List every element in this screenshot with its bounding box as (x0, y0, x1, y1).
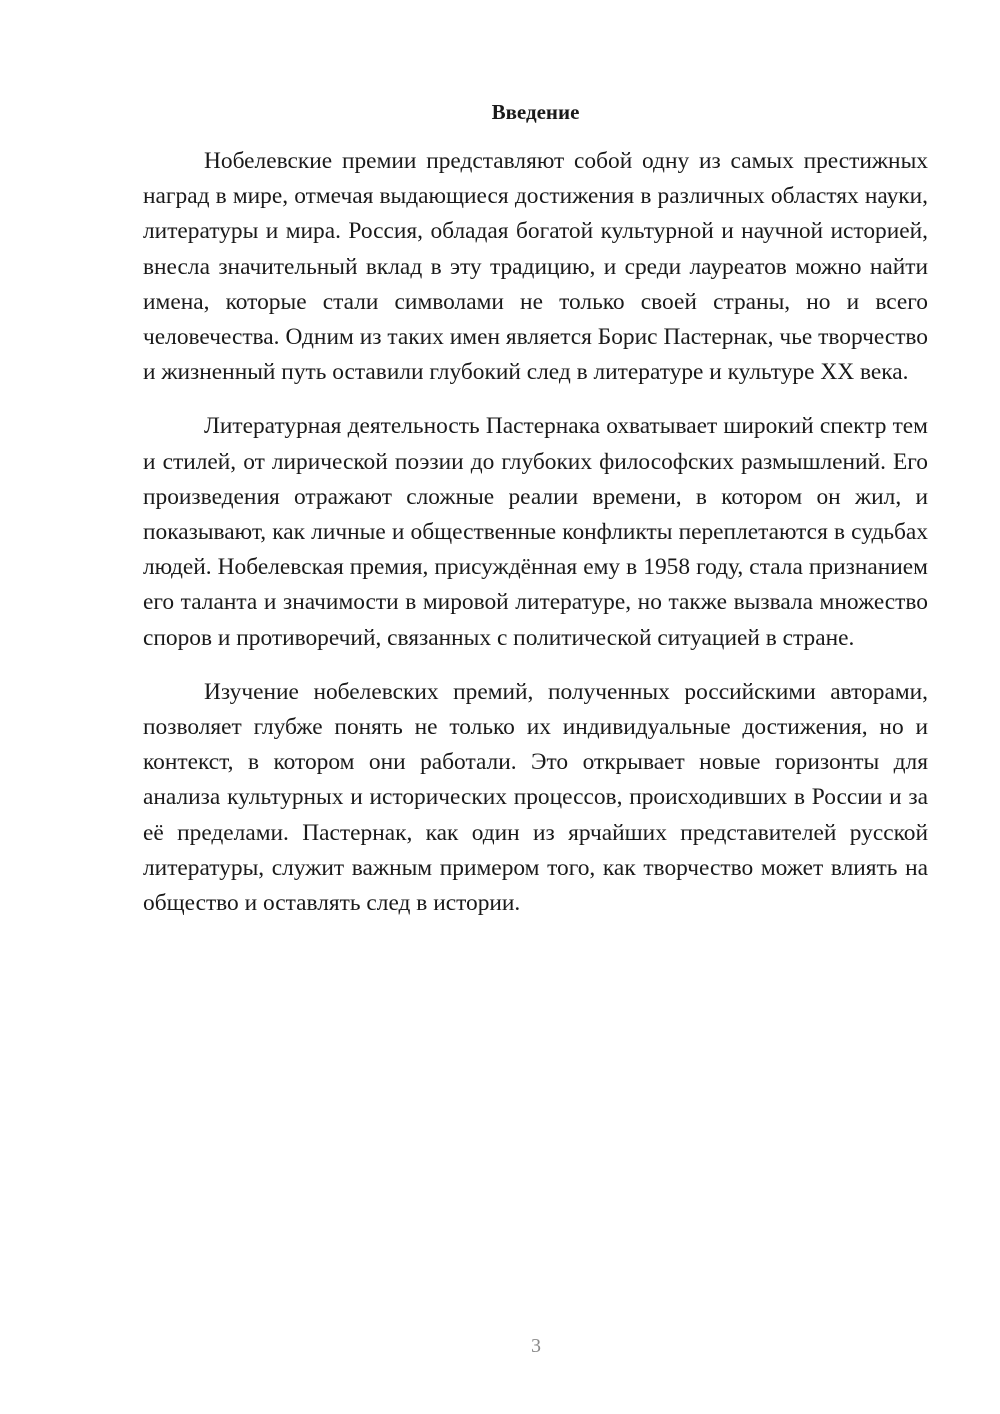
page-title: Введение (491, 100, 580, 124)
body-text (143, 144, 928, 921)
paragraph-2: Литературная деятельность Пастернака охватывает широкий спектр тем и стилей, от лирической поэзии до глубоких философских размышлений. Его произведения отражают сложные реалии времени, в котором он жил, и показывают, как личные и общественные конфликты переплетаются в судьбах людей. Нобелевская премия, присуждённая ему в 1958 году, стала признанием его таланта и значимости в мировой литературе, но также вызвала множество споров и противоречий, связанных с политической ситуацией в стране. (143, 413, 928, 651)
page-number: 3 (531, 1335, 541, 1357)
paragraph-3: Изучение нобелевских премий, полученных российскими авторами, позволяет глубже понять не только их индивидуальные достижения, но и контекст, в котором они работали. Это открывает новые горизонты для анализа культурных и исторических процессов, происходивших в России и за её пределами. Пастернак, как один из ярчайших представителей русской литературы, служит важным примером того, как творчество может влиять на общество и оставлять след в истории. (143, 678, 928, 917)
paragraph-1: Нобелевские премии представляют собой одну из самых престижных наград в мире, отмечая выдающиеся достижения в различных областях науки, литературы и мира. Россия, обладая богатой культурной и научной историей, внесла значительный вклад в эту традицию, и среди лауреатов можно найти имена, которые стали символами не только своей страны, но и всего человечества. Одним из таких имен является Борис Пастернак, чье творчество и жизненный путь оставили глубокий след в литературе и культуре XX века. (143, 148, 928, 386)
